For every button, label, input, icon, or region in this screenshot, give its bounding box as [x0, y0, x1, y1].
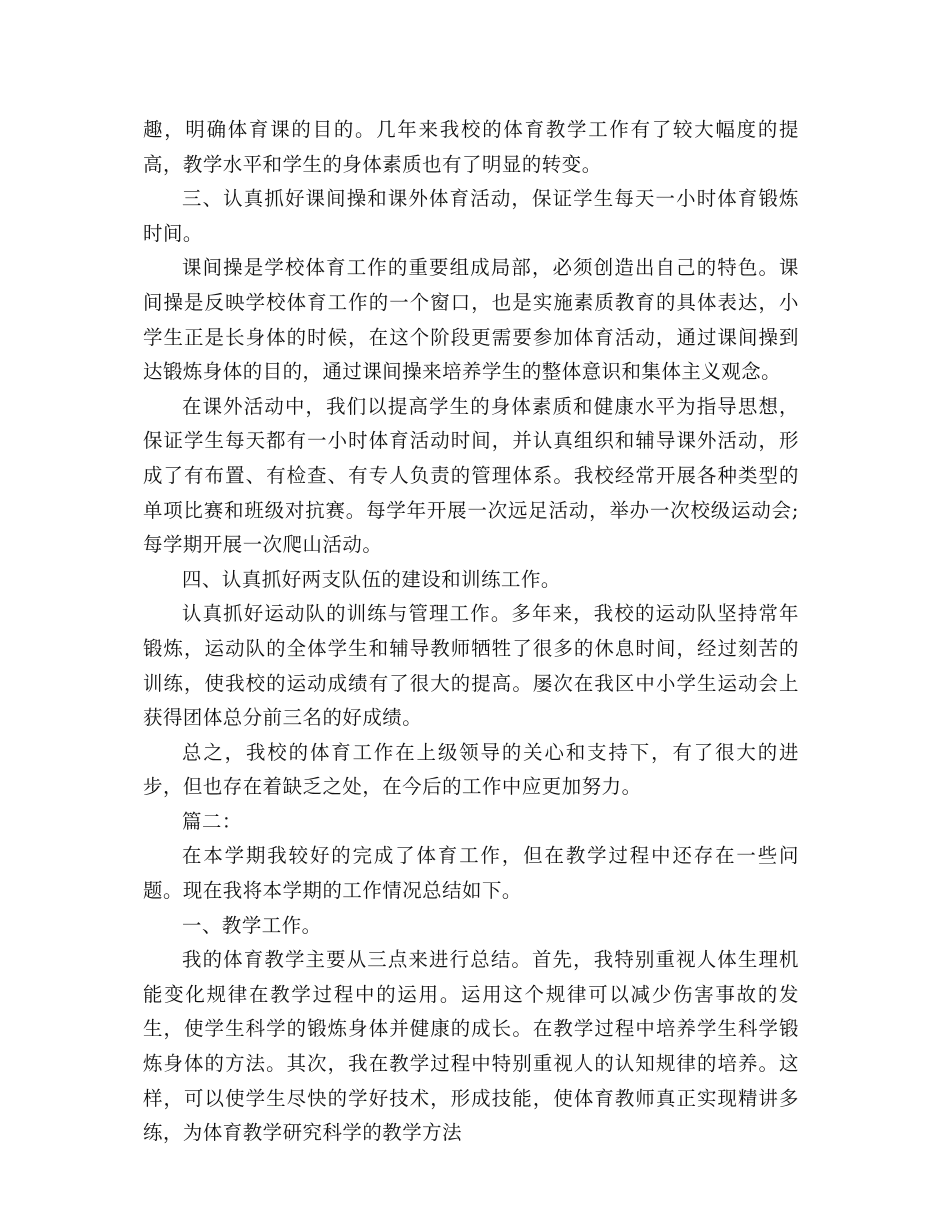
document-body — [143, 113, 799, 1151]
section-heading-teaching: 一、教学工作。 — [182, 913, 322, 937]
paragraph-summary: 总之，我校的体育工作在上级领导的关心和支持下，有了很大的进步，但也存在着缺乏之处，在今后的工作中应更加努力。 — [143, 740, 799, 799]
part-two-heading: 篇二： — [182, 809, 242, 833]
paragraph-continuation: 趣，明确体育课的目的。几年来我校的体育教学工作有了较大幅度的提高，教学水平和学生的身体素质也有了明显的转变。 — [143, 118, 799, 176]
section-heading-3: 三、认真抓好课间操和课外体育活动，保证学生每天一小时体育锻炼时间。 — [143, 187, 799, 245]
paragraph-teaching: 我的体育教学主要从三点来进行总结。首先，我特别重视人体生理机能变化规律在教学过程中的运用。运用这个规律可以减少伤害事故的发生，使学生科学的锻炼身体并健康的成长。在教学过程中培养学生科学锻炼身体的方法。其次，我在教学过程中特别重视人的认知规律的培养。这样，可以使学生尽快的学好技术，形成技能，使体育教师真正实现精讲多练，为体育教学研究科学的教学方法 — [143, 948, 799, 1145]
paragraph-extracurricular: 在课外活动中，我们以提高学生的身体素质和健康水平为指导思想，保证学生每天都有一小时体育活动时间，并认真组织和辅导课外活动，形成了有布置、有检查、有专人负责的管理体系。我校经常开展各种类型的单项比赛和班级对抗赛。每学年开展一次远足活动，举办一次校级运动会;每学期开展一次爬山活动。 — [143, 394, 799, 557]
section-heading-4: 四、认真抓好两支队伍的建设和训练工作。 — [182, 567, 561, 591]
paragraph-exercise-break: 课间操是学校体育工作的重要组成局部，必须创造出自己的特色。课间操是反映学校体育工作的一个窗口，也是实施素质教育的具体表达，小学生正是长身体的时候，在这个阶段更需要参加体育活动，通过课间操到达锻炼身体的目的，通过课间操来培养学生的整体意识和集体主义观念。 — [143, 256, 799, 384]
paragraph-sports-team: 认真抓好运动队的训练与管理工作。多年来，我校的运动队坚持常年锻炼，运动队的全体学生和辅导教师牺牲了很多的休息时间，经过刻苦的训练，使我校的运动成绩有了很大的提高。屡次在我区中小学生运动会上获得团体总分前三名的好成绩。 — [143, 602, 799, 730]
paragraph-part-two-intro: 在本学期我较好的完成了体育工作，但在教学过程中还存在一些问题。现在我将本学期的工作情况总结如下。 — [143, 844, 799, 903]
